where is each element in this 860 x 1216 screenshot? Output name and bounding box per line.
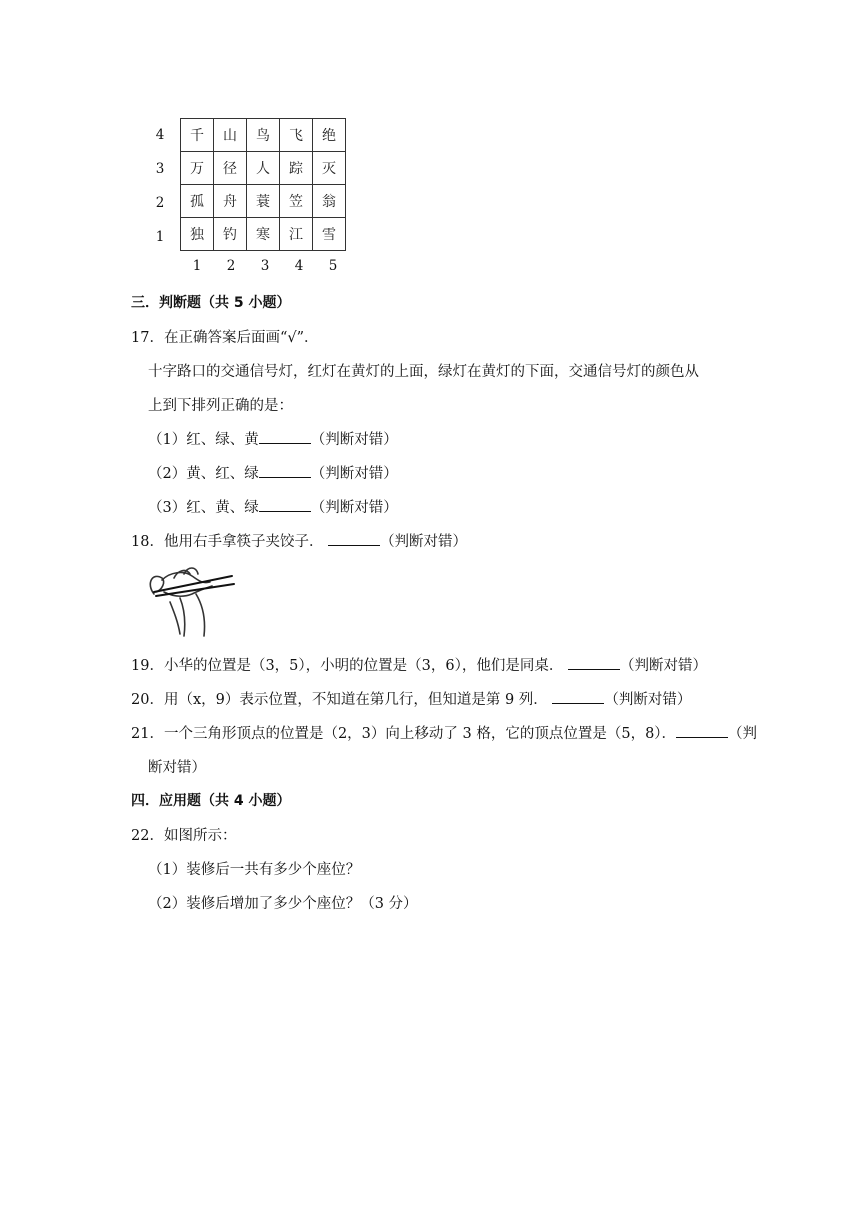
q18 xyxy=(131,530,467,551)
col-label: 2 xyxy=(226,258,236,274)
grid-cell: 踪 xyxy=(280,152,313,185)
grid-cell: 山 xyxy=(214,119,247,152)
grid-cell: 人 xyxy=(247,152,280,185)
q17-option-3 xyxy=(148,496,398,517)
judge-suffix: （判断对错） xyxy=(310,432,398,448)
grid-cell: 蓑 xyxy=(247,185,280,218)
q17-option-2 xyxy=(148,462,398,483)
grid-cell: 江 xyxy=(280,218,313,251)
col-label: 5 xyxy=(328,258,338,274)
q22-sub1: （1）装修后一共有多少个座位？ xyxy=(148,862,361,878)
q17-desc-line1: 十字路口的交通信号灯，红灯在黄灯的上面，绿灯在黄灯的下面，交通信号灯的颜色从 xyxy=(148,364,699,380)
judge-suffix: （判 xyxy=(728,726,758,742)
row-label: 2 xyxy=(155,195,165,211)
grid-row xyxy=(181,152,346,185)
grid-row xyxy=(181,119,346,152)
grid-cell: 雪 xyxy=(313,218,346,251)
q17-desc-line2: 上到下排列正确的是： xyxy=(148,398,293,414)
answer-blank[interactable] xyxy=(676,723,728,738)
q22-stem: 22．如图所示： xyxy=(131,828,237,844)
grid-cell: 万 xyxy=(181,152,214,185)
section-4-title: 四．应用题（共 4 小题） xyxy=(131,793,291,809)
q17-stem: 17．在正确答案后面画“√”． xyxy=(131,330,319,346)
q17-option-1-text: （1）红、绿、黄 xyxy=(148,432,259,448)
grid-cell: 飞 xyxy=(280,119,313,152)
judge-suffix: （判断对错） xyxy=(310,500,398,516)
q21 xyxy=(131,722,757,743)
grid-cell: 径 xyxy=(214,152,247,185)
grid-cell: 舟 xyxy=(214,185,247,218)
judge-suffix: （判断对错） xyxy=(619,658,707,674)
q19 xyxy=(131,654,707,675)
answer-blank[interactable] xyxy=(259,463,311,478)
grid-cell: 寒 xyxy=(247,218,280,251)
grid-cell: 独 xyxy=(181,218,214,251)
grid-row xyxy=(181,218,346,251)
row-label: 3 xyxy=(155,161,165,177)
col-label: 4 xyxy=(294,258,304,274)
q21-continuation: 断对错） xyxy=(148,760,206,776)
answer-blank[interactable] xyxy=(568,655,620,670)
q17-option-2-text: （2）黄、红、绿 xyxy=(148,466,259,482)
answer-blank[interactable] xyxy=(328,531,380,546)
grid-row-labels xyxy=(150,118,170,254)
col-label: 1 xyxy=(192,258,202,274)
grid-col-labels xyxy=(180,258,350,274)
q18-text: 18．他用右手拿筷子夹饺子． xyxy=(131,534,324,550)
poem-grid-figure xyxy=(150,112,370,282)
q17-option-1 xyxy=(148,428,398,449)
hand-chopsticks-illustration xyxy=(140,562,240,640)
q22-sub2: （2）装修后增加了多少个座位？（3 分） xyxy=(148,896,418,912)
grid-cell: 翁 xyxy=(313,185,346,218)
answer-blank[interactable] xyxy=(552,689,604,704)
q17-option-3-text: （3）红、黄、绿 xyxy=(148,500,259,516)
grid-cell: 千 xyxy=(181,119,214,152)
judge-suffix: （判断对错） xyxy=(604,692,692,708)
section-3-title: 三．判断题（共 5 小题） xyxy=(131,295,291,311)
row-label: 4 xyxy=(155,127,165,143)
poem-grid-table xyxy=(180,118,346,251)
judge-suffix: （判断对错） xyxy=(310,466,398,482)
grid-cell: 鸟 xyxy=(247,119,280,152)
grid-cell: 绝 xyxy=(313,119,346,152)
grid-cell: 孤 xyxy=(181,185,214,218)
grid-cell: 灭 xyxy=(313,152,346,185)
grid-row xyxy=(181,185,346,218)
col-label: 3 xyxy=(260,258,270,274)
q19-text: 19．小华的位置是（3，5），小明的位置是（3，6），他们是同桌． xyxy=(131,658,564,674)
q21-text: 21．一个三角形顶点的位置是（2，3）向上移动了 3 格，它的顶点位置是（5，8）． xyxy=(131,726,677,742)
q20 xyxy=(131,688,691,709)
judge-suffix: （判断对错） xyxy=(380,534,468,550)
row-label: 1 xyxy=(155,229,165,245)
answer-blank[interactable] xyxy=(259,429,311,444)
grid-cell: 钓 xyxy=(214,218,247,251)
grid-cell: 笠 xyxy=(280,185,313,218)
answer-blank[interactable] xyxy=(259,497,311,512)
q20-text: 20．用（x，9）表示位置，不知道在第几行，但知道是第 9 列． xyxy=(131,692,548,708)
